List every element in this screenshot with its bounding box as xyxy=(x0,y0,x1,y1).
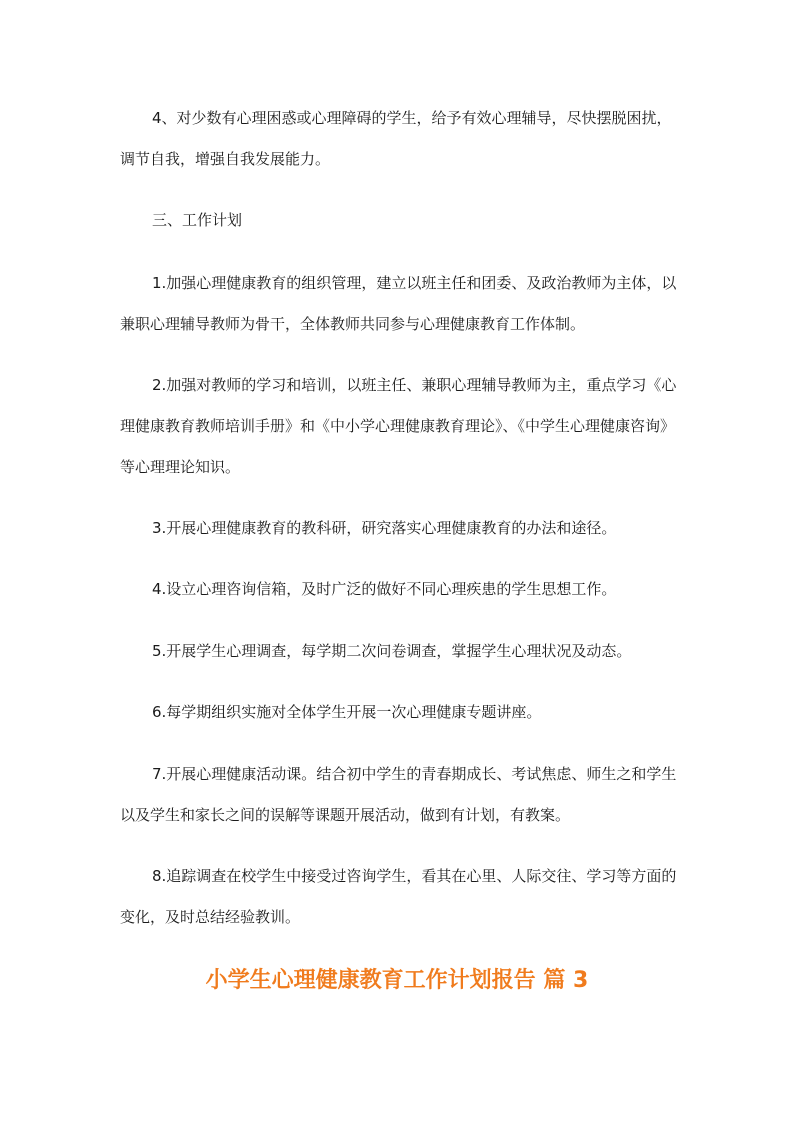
next-section-title: 小学生心理健康教育工作计划报告 篇 3 xyxy=(205,968,589,993)
paragraph-plan-1: 1.加强心理健康教育的组织管理，建立以班主任和团委、及政治教师为主体，以兼职心理辅导教师为骨干，全体教师共同参与心理健康教育工作体制。 xyxy=(120,274,677,333)
paragraph-plan-8: 8.追踪调查在校学生中接受过咨询学生，看其在心里、人际交往、学习等方面的变化，及时总结经验教训。 xyxy=(120,867,677,926)
paragraph-item-4: 4、对少数有心理困惑或心理障碍的学生，给予有效心理辅导，尽快摆脱困扰，调节自我，增强自我发展能力。 xyxy=(120,109,672,168)
paragraph-plan-2: 2.加强对教师的学习和培训，以班主任、兼职心理辅导教师为主，重点学习《心理健康教育教师培训手册》和《中小学心理健康教育理论》、《中学生心理健康咨询》等心理理论知识。 xyxy=(120,376,677,476)
paragraph-plan-7: 7.开展心理健康活动课。结合初中学生的青春期成长、考试焦虑、师生之和学生以及学生和家长之间的误解等课题开展活动，做到有计划，有教案。 xyxy=(120,765,677,824)
section-heading-work-plan: 三、工作计划 xyxy=(152,211,243,229)
paragraph-plan-3: 3.开展心理健康教育的教科研，研究落实心理健康教育的办法和途径。 xyxy=(152,519,617,537)
paragraph-plan-5: 5.开展学生心理调查，每学期二次问卷调查，掌握学生心理状况及动态。 xyxy=(152,642,632,660)
paragraph-plan-6: 6.每学期组织实施对全体学生开展一次心理健康专题讲座。 xyxy=(152,703,542,721)
paragraph-plan-4: 4.设立心理咨询信箱，及时广泛的做好不同心理疾患的学生思想工作。 xyxy=(152,580,617,598)
